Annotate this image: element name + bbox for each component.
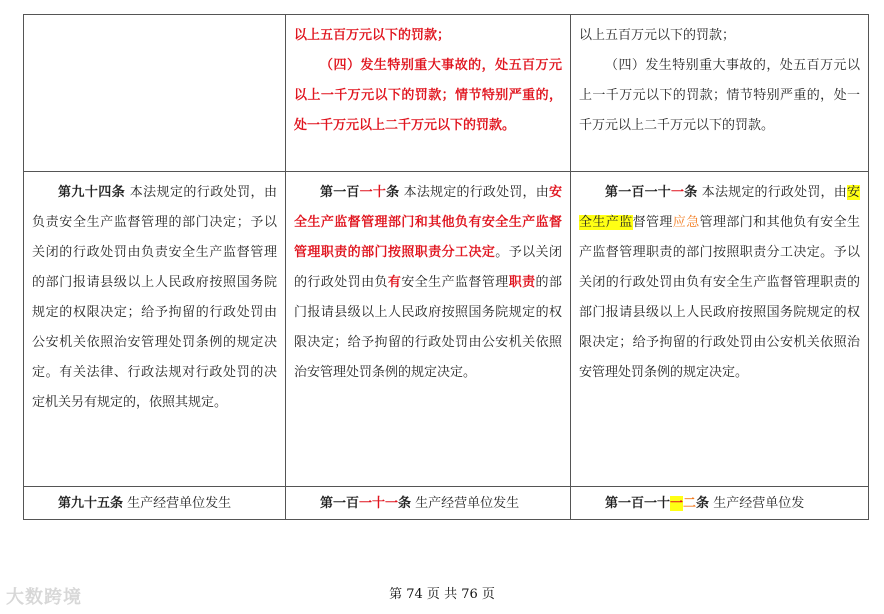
article-number: 第一百	[320, 496, 360, 511]
changed-text: 职责	[508, 275, 536, 290]
changed-text: 安全生产监督管理部门和其他负有安全生产监督管理职责的部门按照职责分工决定	[294, 185, 562, 260]
cell-text: 以上五百万元以下的罚款；	[579, 28, 736, 43]
article-text: 生产经营单位发生	[123, 496, 232, 511]
cell-paragraph	[32, 489, 277, 519]
article-number: 条	[696, 496, 710, 511]
cell-paragraph	[294, 489, 562, 519]
old-law-cell	[24, 15, 286, 172]
article-text: 管理部门和其他负有安全生产监督管理职责的部门按照职责分工决定。予以关闭的行政处罚由负有安全生产监督管理职责的部门报请县级以上人民政府按照国务院规定的权限决定；给予拘留的行政处罚由公安机关依照治安管理处罚条例的规定决定。	[579, 215, 860, 380]
cell-paragraph	[579, 489, 860, 519]
article-number-change: 二	[683, 496, 697, 511]
article-number-change: 一	[670, 496, 684, 511]
article-text: 的部门报请县级以上人民政府按照国务院规定的权限决定；给予拘留的行政处罚由公安机关依照治安管理处罚条例的规定决定。	[294, 275, 562, 380]
article-text: 督管理	[632, 215, 673, 230]
cell-text: 以上五百万元以下的罚款；	[294, 28, 451, 43]
cell-paragraph	[579, 178, 860, 388]
draft-law-cell	[286, 487, 571, 520]
article-text: 安全生产监督管理	[401, 275, 509, 290]
cell-text: （四）发生特别重大事故的，处五百万元以上一千万元以下的罚款；情节特别严重的，处一千万元以上二千万元以下的罚款。	[294, 58, 562, 133]
article-number: 第九十五条	[58, 496, 124, 511]
article-text: 生产经营单位发	[709, 496, 805, 511]
article-number: 第九十四条	[58, 185, 126, 200]
cell-paragraph	[294, 178, 562, 388]
article-number: 条	[684, 185, 698, 200]
article-text: 本法规定的行政处罚，由负责安全生产监督管理的部门决定；予以关闭的行政处罚由负责安全生产监督管理的部门报请县级以上人民政府按照国务院规定的权限决定；给予拘留的行政处罚由公安机关依照治安管理处罚条例的规定决定。有关法律、行政法规对行政处罚的决定机关另有规定的，依照其规定。	[32, 185, 277, 410]
article-text: 本法规定的行政处罚，由	[697, 185, 847, 200]
table-row	[24, 487, 869, 520]
article-text: 生产经营单位发生	[411, 496, 520, 511]
article-text: 。予以关闭的行政处罚由负	[294, 245, 562, 290]
article-number: 第一百一十	[605, 185, 671, 200]
changed-text: 应急	[672, 215, 700, 230]
table-row	[24, 172, 869, 487]
draft-law-cell	[286, 15, 571, 172]
article-number-change: 一十一	[359, 496, 399, 511]
article-number-change: 一十	[359, 185, 387, 200]
old-law-cell	[24, 487, 286, 520]
article-number: 条	[398, 496, 412, 511]
article-number: 第一百	[320, 185, 360, 200]
article-number-change: 一	[671, 185, 685, 200]
cell-text: （四）发生特别重大事故的，处五百万元以上一千万元以下的罚款；情节特别严重的，处一千万元以上二千万元以下的罚款。	[579, 58, 860, 133]
new-law-cell	[571, 15, 869, 172]
article-text: 本法规定的行政处罚，由	[399, 185, 549, 200]
changed-text: 有	[387, 275, 402, 290]
article-number: 第一百一十	[605, 496, 671, 511]
comparison-table	[23, 14, 869, 520]
table-row	[24, 15, 869, 172]
new-law-cell	[571, 487, 869, 520]
old-law-cell	[24, 172, 286, 487]
page-number: 第 74 页 共 76 页	[389, 587, 495, 602]
highlighted-text: 安全生产监	[579, 185, 860, 230]
draft-law-cell	[286, 172, 571, 487]
article-number: 条	[386, 185, 400, 200]
new-law-cell	[571, 172, 869, 487]
cell-paragraph	[32, 178, 277, 418]
watermark-logo: 大数跨境	[6, 587, 82, 608]
